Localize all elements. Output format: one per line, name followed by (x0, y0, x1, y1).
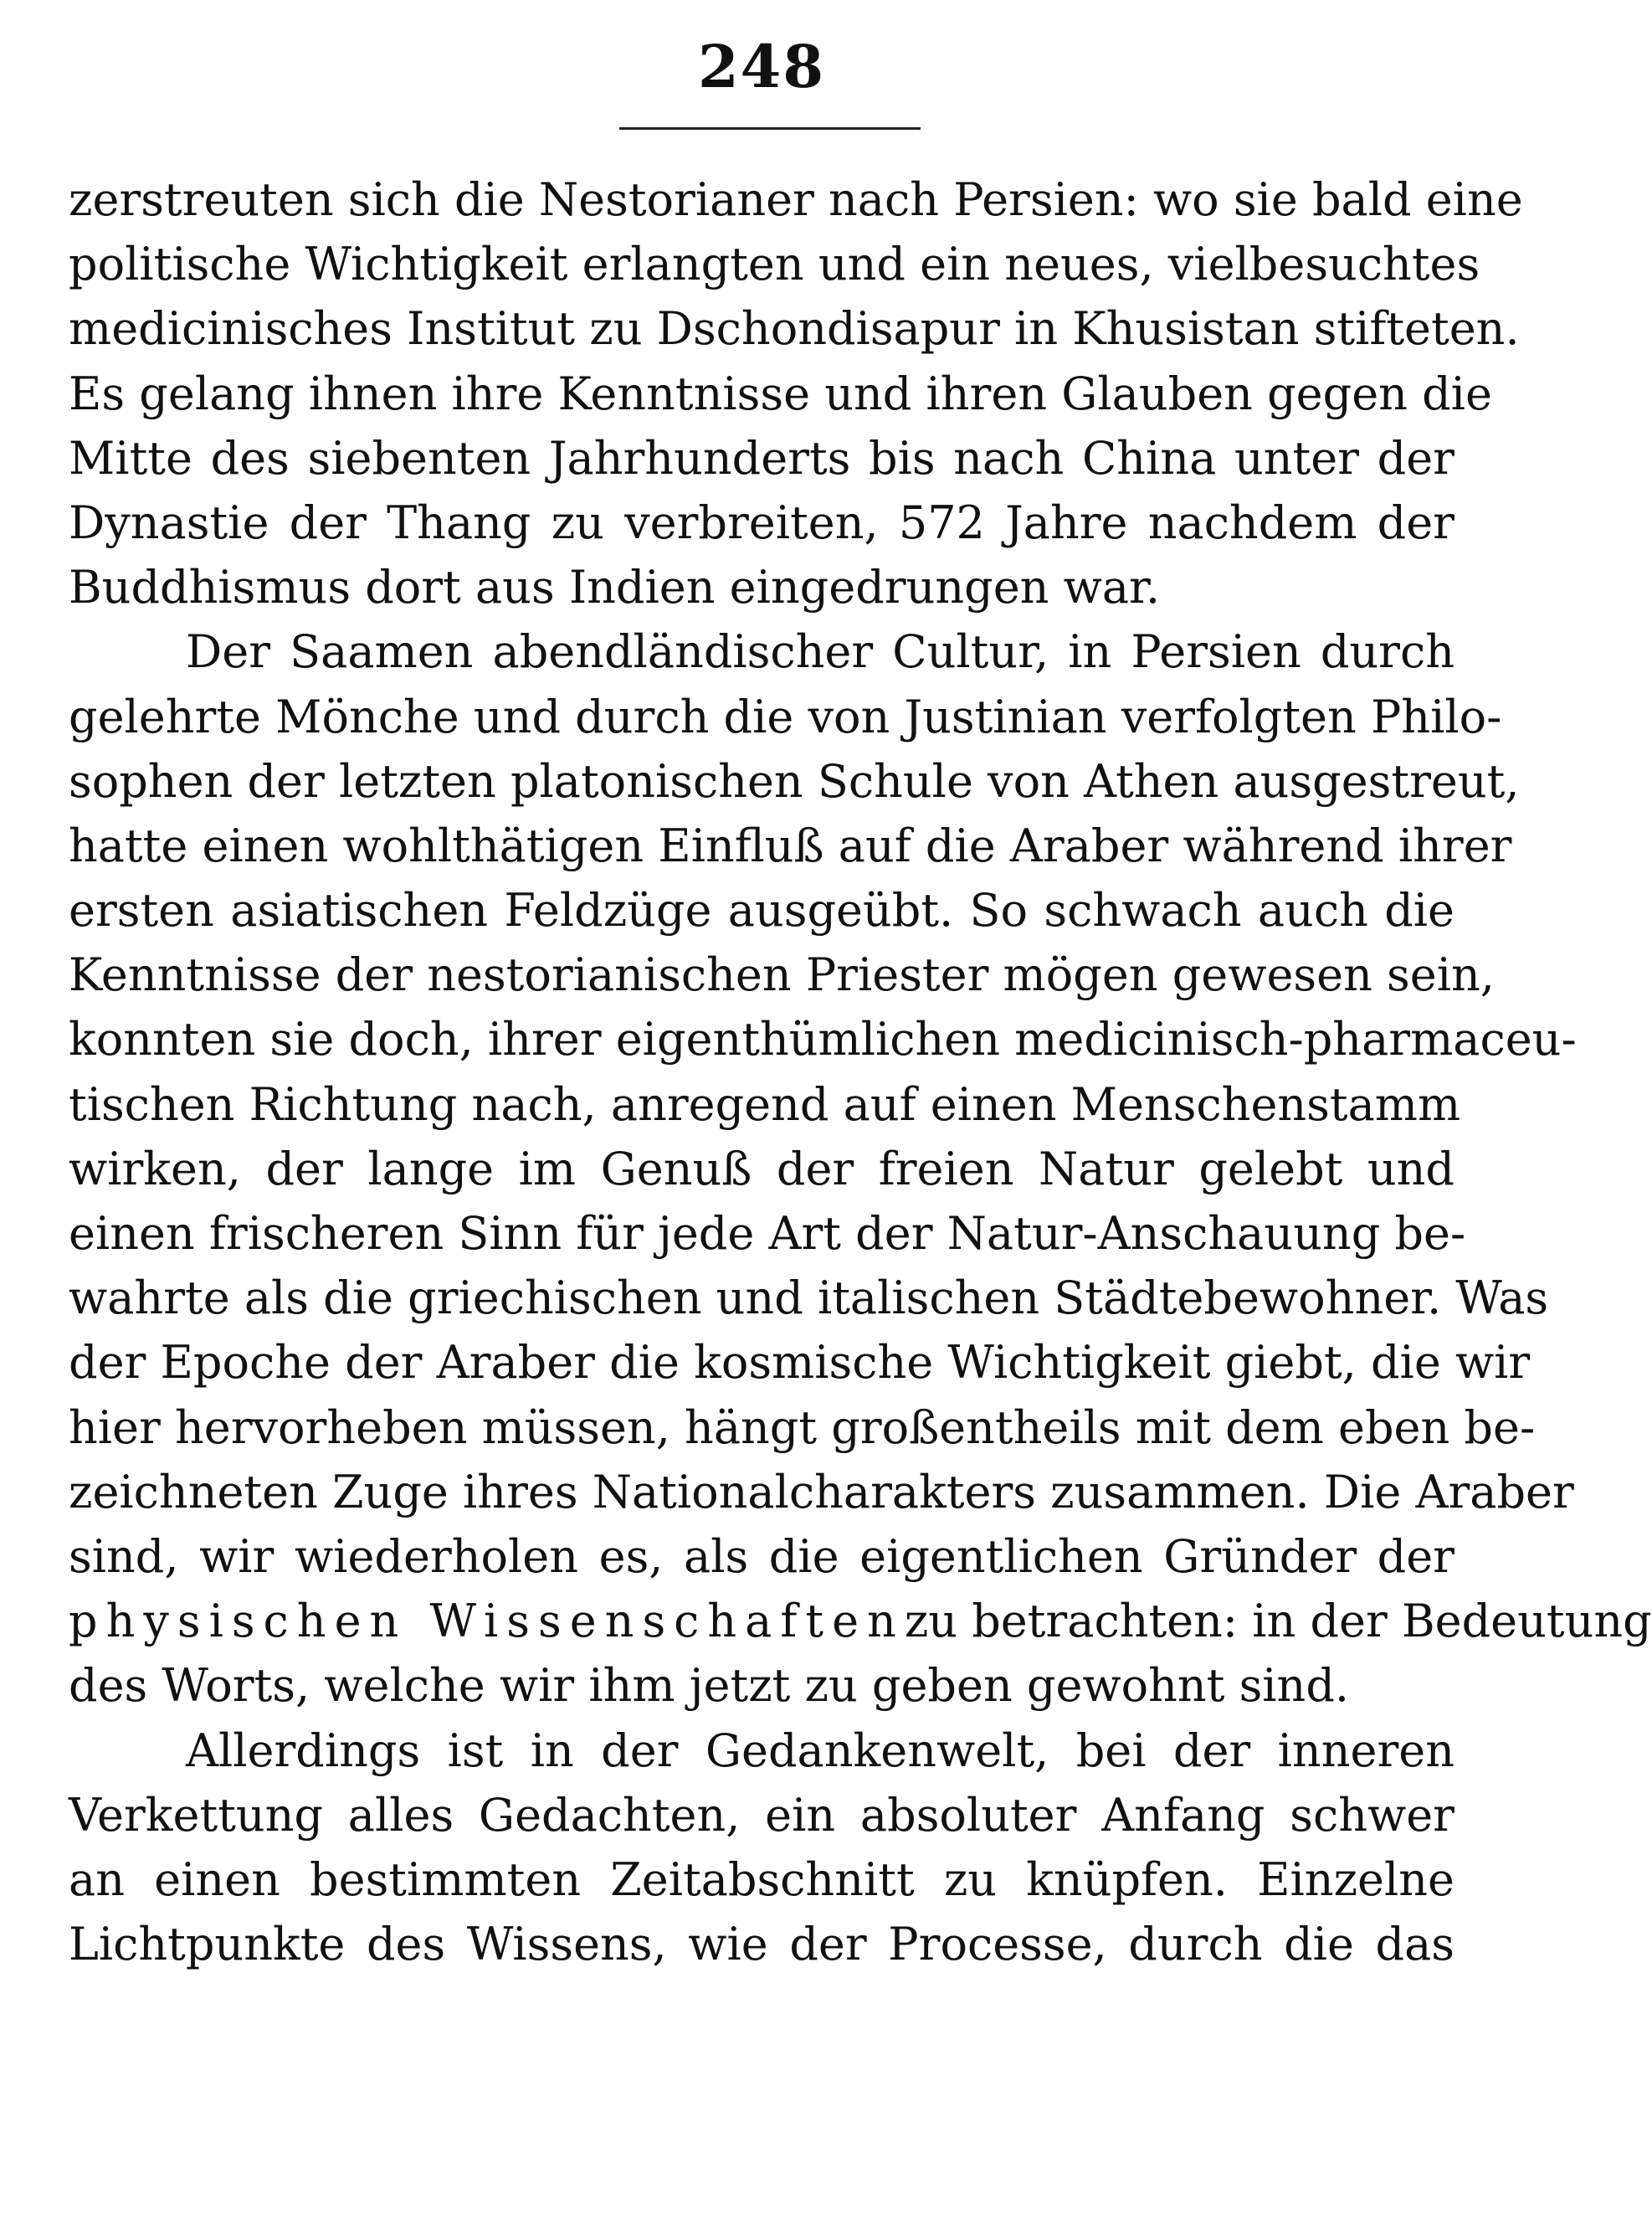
text-line: hatte einen wohlthätigen Einfluß auf die Araber während ihrer (69, 819, 1512, 872)
text-line: wirken, der lange im Genuß der freien Natur gelebt und (69, 1142, 1454, 1195)
header-rule (619, 127, 921, 130)
text-line: gelehrte Mönche und durch die von Justinian verfolgten Philo- (69, 690, 1502, 743)
text-line: sophen der letzten platonischen Schule von Athen ausgestreut, (69, 754, 1520, 808)
text-line: sind, wir wiederholen es, als die eigentlichen Gründer der (69, 1529, 1454, 1583)
text-line: wahrte als die griechischen und italischen Städtebewohner. Was (69, 1272, 1549, 1325)
text-line: Allerdings ist in der Gedankenwelt, bei der inneren (186, 1724, 1454, 1777)
emphasized-phrase: physischen Wissenschaften (69, 1595, 905, 1648)
text-line: hier hervorheben müssen, hängt großentheils mit dem eben be- (69, 1400, 1536, 1454)
text-line: Kenntnisse der nestorianischen Priester mögen gewesen sein, (69, 948, 1495, 1002)
text-line-emphasis (69, 1589, 1652, 1653)
text-line: Buddhismus dort aus Indien eingedrungen war. (69, 561, 1161, 614)
text-line: tischen Richtung nach, anregend auf einen Menschenstamm (69, 1077, 1461, 1131)
text-line: Verkettung alles Gedachten, ein absoluter Anfang schwer (69, 1788, 1454, 1842)
body-text (69, 167, 1652, 1976)
text-line: konnten sie doch, ihrer eigenthümlichen medicinisch-pharmaceu- (69, 1013, 1577, 1066)
text-line: zerstreuten sich die Nestorianer nach Persien: wo sie bald eine (69, 173, 1523, 226)
text-line: der Epoche der Araber die kosmische Wichtigkeit giebt, die wir (69, 1336, 1531, 1390)
text-line: einen frischeren Sinn für jede Art der Natur-Anschauung be- (69, 1207, 1466, 1260)
text-line: medicinisches Institut zu Dschondisapur in Khusistan stifteten. (69, 302, 1520, 356)
text-line: Lichtpunkte des Wissens, wie der Processe, durch die das (69, 1918, 1454, 1971)
text-line: Es gelang ihnen ihre Kenntnisse und ihren Glauben gegen die (69, 367, 1492, 420)
text-line: Dynastie der Thang zu verbreiten, 572 Jahre nachdem der (69, 496, 1454, 549)
text-line-rest: zu betrachten: in der Bedeutung (904, 1595, 1652, 1648)
text-line: des Worts, welche wir ihm jetzt zu geben gewohnt sind. (69, 1659, 1350, 1713)
text-line: zeichneten Zuge ihres Nationalcharakters zusammen. Die Araber (69, 1465, 1574, 1518)
text-line: ersten asiatischen Feldzüge ausgeübt. So schwach auch die (69, 884, 1454, 938)
text-line: an einen bestimmten Zeitabschnitt zu knüpfen. Einzelne (69, 1852, 1454, 1906)
text-line: politische Wichtigkeit erlangten und ein neues, vielbesuchtes (69, 238, 1480, 291)
page-number: 248 (697, 32, 826, 101)
text-line: Mitte des siebenten Jahrhunderts bis nach China unter der (69, 431, 1454, 485)
text-line: Der Saamen abendländischer Cultur, in Persien durch (186, 625, 1454, 679)
